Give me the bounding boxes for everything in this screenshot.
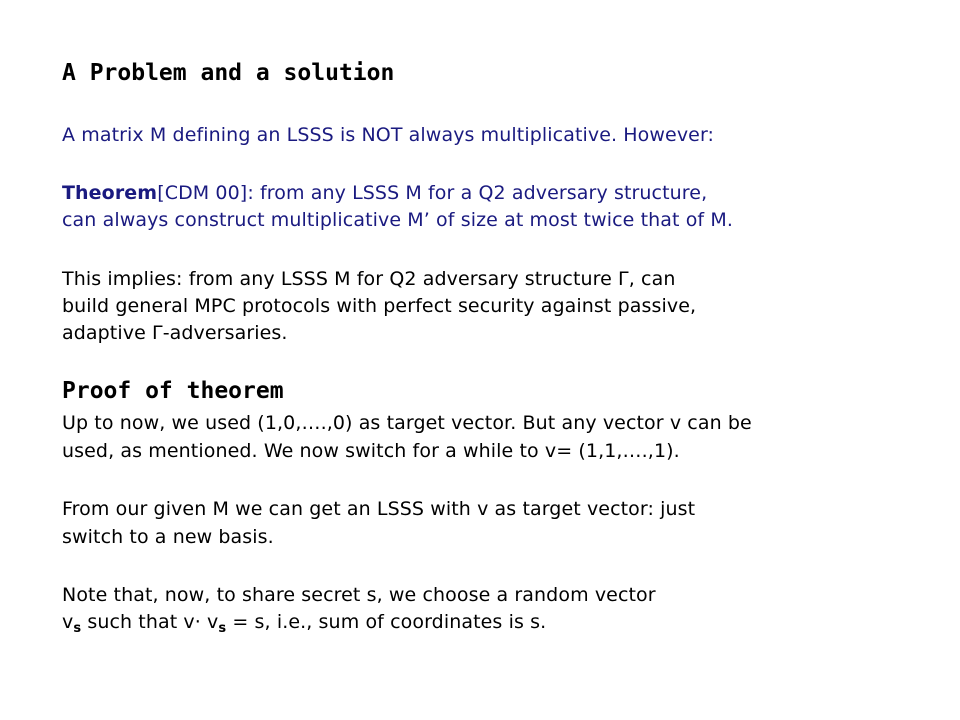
theorem-line-1-text: [CDM 00]: from any LSSS M for a Q2 adversary structure, <box>157 182 708 204</box>
subscript-s-1: s <box>73 621 82 636</box>
implies-line-2: build general MPC protocols with perfect security against passive, <box>62 295 697 317</box>
vector-v: v <box>62 611 74 633</box>
theorem-label: Theorem <box>62 182 158 204</box>
section-heading-proof: Proof of theorem <box>62 378 284 404</box>
section-heading-problem: A Problem and a solution <box>62 60 395 86</box>
theorem-line-1 <box>62 180 707 206</box>
implies-line-1: This implies: from any LSSS M for Q2 adversary structure Γ, can <box>62 268 676 290</box>
proof-p3-line-2-end: = s, i.e., sum of coordinates is s. <box>226 611 547 633</box>
proof-p3-line-2 <box>62 609 546 635</box>
theorem-line-2: can always construct multiplicative M’ of size at most twice that of M. <box>62 209 733 231</box>
proof-p2-line-2: switch to a new basis. <box>62 526 274 548</box>
intro-text: A matrix M defining an LSSS is NOT always multiplicative. However: <box>62 124 715 146</box>
proof-p2-line-1: From our given M we can get an LSSS with v as target vector: just <box>62 498 696 520</box>
slide <box>62 0 942 720</box>
implies-line-3: adaptive Γ-adversaries. <box>62 322 288 344</box>
proof-p1-line-1: Up to now, we used (1,0,….,0) as target vector. But any vector v can be <box>62 412 752 434</box>
proof-p3-line-1: Note that, now, to share secret s, we choose a random vector <box>62 584 656 606</box>
proof-p3-line-2-mid: such that v· v <box>81 611 219 633</box>
subscript-s-2: s <box>218 621 227 636</box>
proof-p1-line-2: used, as mentioned. We now switch for a while to v= (1,1,….,1). <box>62 440 680 462</box>
